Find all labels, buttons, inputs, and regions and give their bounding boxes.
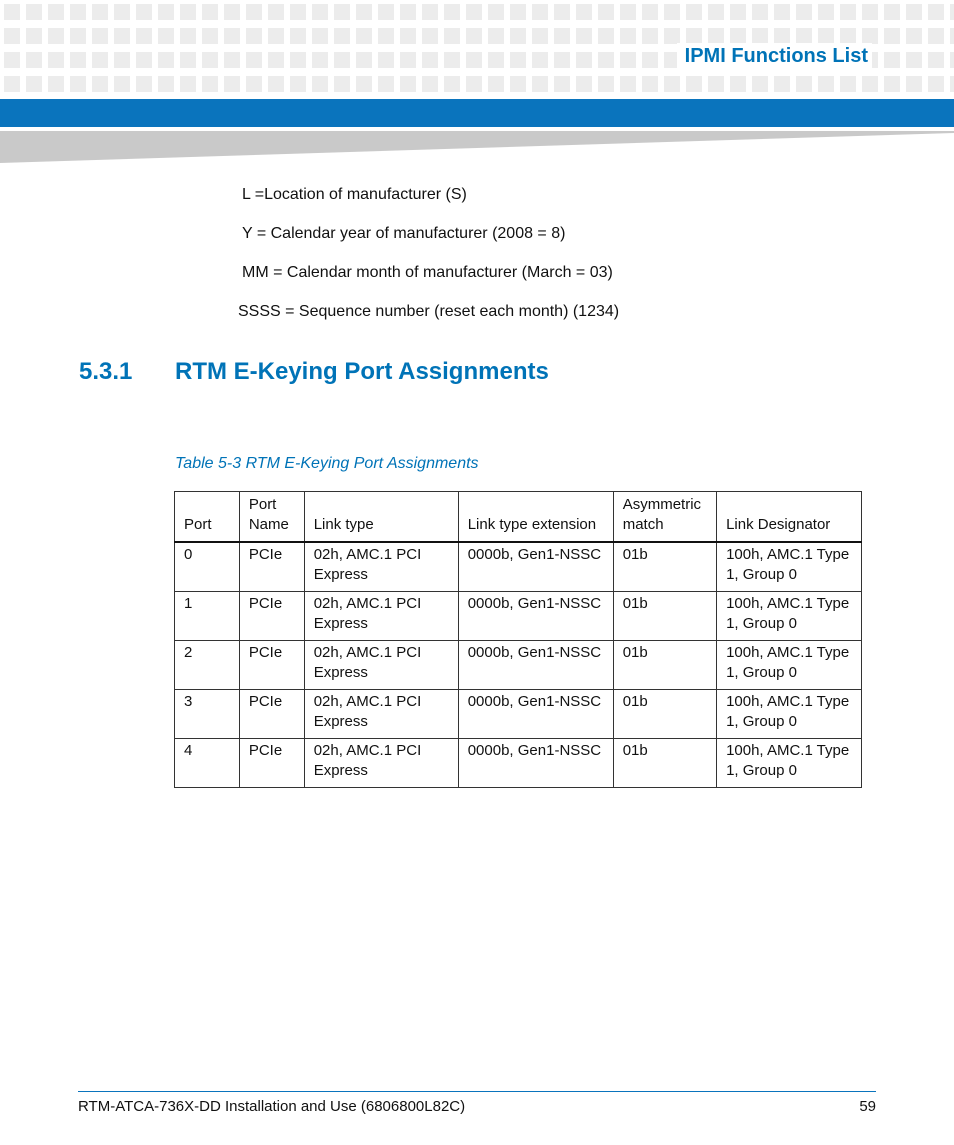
cell-link-designator: 100h, AMC.1 Type 1, Group 0 xyxy=(717,739,862,788)
cell-link-designator: 100h, AMC.1 Type 1, Group 0 xyxy=(717,690,862,739)
definition-line-year: Y = Calendar year of manufacturer (2008 = 8) xyxy=(242,225,566,242)
cell-link-type-extension: 0000b, Gen1-NSSC xyxy=(458,592,613,641)
port-assignments-table xyxy=(174,491,862,788)
cell-port-name: PCIe xyxy=(239,641,304,690)
header-asymmetric-match: Asymmetric match xyxy=(613,492,716,543)
cell-link-type: 02h, AMC.1 PCI Express xyxy=(304,690,458,739)
cell-port-name: PCIe xyxy=(239,739,304,788)
cell-asymmetric-match: 01b xyxy=(613,739,716,788)
definition-line-location: L =Location of manufacturer (S) xyxy=(242,186,467,203)
header-blue-band xyxy=(0,99,954,127)
cell-link-type-extension: 0000b, Gen1-NSSC xyxy=(458,641,613,690)
cell-asymmetric-match: 01b xyxy=(613,690,716,739)
cell-link-type-extension: 0000b, Gen1-NSSC xyxy=(458,542,613,592)
table-row xyxy=(175,641,862,690)
cell-asymmetric-match: 01b xyxy=(613,592,716,641)
table-row xyxy=(175,592,862,641)
cell-link-designator: 100h, AMC.1 Type 1, Group 0 xyxy=(717,542,862,592)
table-row xyxy=(175,690,862,739)
header-gray-wedge xyxy=(0,131,954,163)
cell-link-type: 02h, AMC.1 PCI Express xyxy=(304,592,458,641)
table-header-row xyxy=(175,492,862,543)
cell-link-designator: 100h, AMC.1 Type 1, Group 0 xyxy=(717,641,862,690)
table-row xyxy=(175,739,862,788)
cell-link-type: 02h, AMC.1 PCI Express xyxy=(304,542,458,592)
table-caption: Table 5-3 RTM E-Keying Port Assignments xyxy=(175,455,479,472)
footer-rule xyxy=(78,1091,876,1092)
footer-page-number: 59 xyxy=(859,1098,876,1115)
cell-port-name: PCIe xyxy=(239,690,304,739)
cell-link-type-extension: 0000b, Gen1-NSSC xyxy=(458,690,613,739)
header-port-name: Port Name xyxy=(239,492,304,543)
cell-link-type: 02h, AMC.1 PCI Express xyxy=(304,641,458,690)
header-port: Port xyxy=(175,492,240,543)
footer-document-title: RTM-ATCA-736X-DD Installation and Use (6806800L82C) xyxy=(78,1098,466,1115)
section-title: RTM E-Keying Port Assignments xyxy=(175,358,549,385)
running-header-title: IPMI Functions List xyxy=(677,43,872,70)
cell-asymmetric-match: 01b xyxy=(613,641,716,690)
cell-port: 1 xyxy=(175,592,240,641)
cell-port: 3 xyxy=(175,690,240,739)
header-link-type: Link type xyxy=(304,492,458,543)
table-row xyxy=(175,542,862,592)
section-heading xyxy=(79,358,549,386)
cell-port: 0 xyxy=(175,542,240,592)
definition-line-month: MM = Calendar month of manufacturer (March = 03) xyxy=(242,264,613,281)
cell-port-name: PCIe xyxy=(239,592,304,641)
header-link-designator: Link Designator xyxy=(717,492,862,543)
header-link-type-extension: Link type extension xyxy=(458,492,613,543)
cell-port: 4 xyxy=(175,739,240,788)
cell-port-name: PCIe xyxy=(239,542,304,592)
cell-link-type: 02h, AMC.1 PCI Express xyxy=(304,739,458,788)
cell-port: 2 xyxy=(175,641,240,690)
cell-link-type-extension: 0000b, Gen1-NSSC xyxy=(458,739,613,788)
section-number: 5.3.1 xyxy=(79,358,133,385)
cell-link-designator: 100h, AMC.1 Type 1, Group 0 xyxy=(717,592,862,641)
cell-asymmetric-match: 01b xyxy=(613,542,716,592)
definition-line-sequence: SSSS = Sequence number (reset each month) (1234) xyxy=(238,303,620,320)
